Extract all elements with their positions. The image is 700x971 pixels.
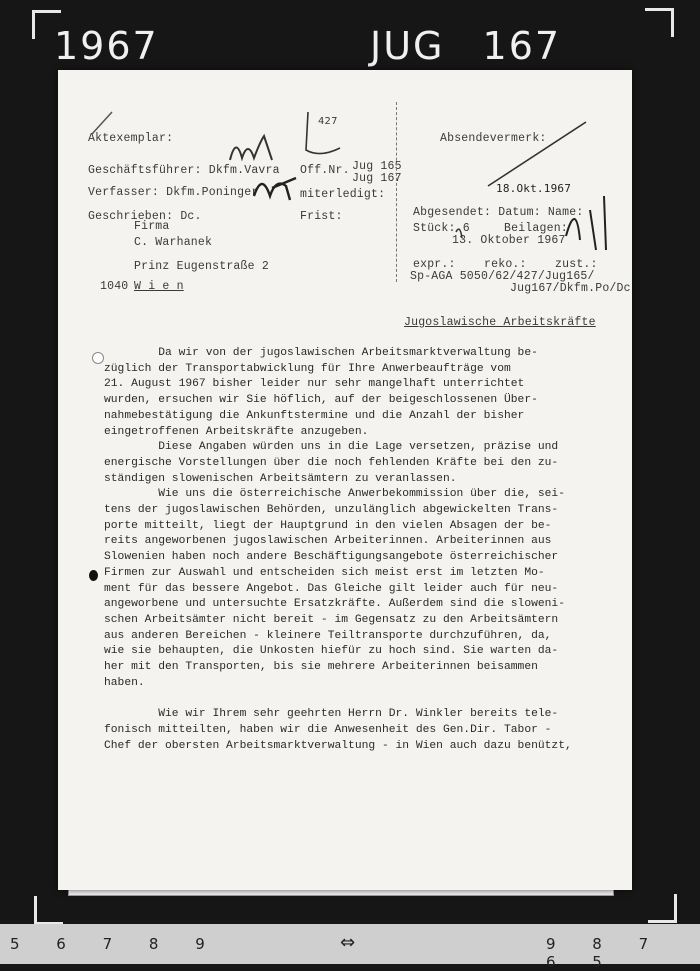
body-line: 21. August 1967 bisher leider nur sehr mangelhaft unterrichtet	[104, 378, 525, 391]
recipient-street: Prinz Eugenstraße 2	[134, 260, 269, 273]
body-line: Firmen zur Auswahl und entscheiden sich meist erst im letzten Mo-	[104, 566, 545, 579]
body-line: porte mitteilt, liegt der Hauptgrund in den vielen Absagen der be-	[104, 519, 552, 532]
body-line: wie sie behaupten, die Unkosten hiefür zu hoch sind. Sie warten da-	[104, 645, 559, 658]
abgesendet-line: Abgesendet: Datum: Name:	[413, 206, 584, 219]
aktexemplar-label: Aktexemplar:	[88, 132, 174, 145]
recipient-name: C. Warhanek	[134, 236, 213, 249]
beilagen-label: Beilagen:	[504, 222, 568, 235]
reference-line-1: Sp-AGA 5050/62/427/Jug165/	[410, 270, 595, 283]
strip-arrow-icon: ⇔	[340, 932, 356, 953]
verfasser-line: Verfasser: Dkfm.Poninger	[88, 186, 259, 199]
handwritten-number: 427	[318, 116, 338, 127]
letter-body	[104, 346, 604, 754]
recipient-firma: Firma	[134, 220, 170, 233]
body-line: wurden, ersuchen wir Sie höflich, auf der beigeschlossenen Über-	[104, 394, 538, 407]
body-line: züglich der Transportabwicklung für Ihre Anwerbeaufträge vom	[104, 362, 511, 375]
body-line: fonisch mitteilten, haben wir die Anwesenheit des Gen.Dir. Tabor -	[104, 723, 552, 736]
strip-numbers-left: 5 6 7 8 9	[10, 935, 221, 953]
body-line: angeworbene und untersuchte Ersatzkräfte. Außerdem sind die sloweni-	[104, 598, 565, 611]
body-line: her mit den Transporten, bis sie mehrere Arbeiterinnen beisammen	[104, 661, 538, 674]
recipient-city: W i e n	[134, 280, 184, 293]
strip-numbers-right: 9 8 7 6 5	[546, 935, 665, 971]
geschaeftsfuehrer-line: Geschäftsführer: Dkfm.Vavra	[88, 164, 280, 177]
body-line: reits angeworbenen jugoslawischen Arbeiterinnen. Arbeiterinnen aus	[104, 535, 552, 548]
body-line: ment für das bessere Angebot. Das Gleiche gilt leider auch für neu-	[104, 582, 559, 595]
film-strip-edge	[0, 924, 700, 971]
frist-label: Frist:	[300, 210, 343, 223]
body-line: Wie wir Ihrem sehr geehrten Herrn Dr. Winkler bereits tele-	[104, 708, 559, 721]
expr-line: expr.: reko.: zust.:	[413, 258, 598, 271]
absendevermerk-label: Absendevermerk:	[440, 132, 547, 145]
body-line: eingetroffenen Arbeitskräfte anzugeben.	[104, 425, 369, 438]
body-line: Wie uns die österreichische Anwerbekommission über die, sei-	[104, 488, 565, 501]
body-line: schen Arbeitsämter nicht bereit - im Gegensatz zu den Arbeitsämtern	[104, 613, 559, 626]
geschrieben-line: Geschrieben: Dc.	[88, 210, 202, 223]
off-nr-label: Off.Nr.	[300, 164, 350, 177]
body-line: nahmebestätigung die Ankunftstermine und die Anzahl der bisher	[104, 409, 525, 422]
header-file-id: JUG 167	[370, 24, 562, 68]
off-nr-1: Jug 165	[352, 160, 402, 173]
header-year: 1967	[54, 24, 159, 68]
body-line: energische Vorstellungen über die noch fehlenden Kräfte bei den zu-	[104, 456, 559, 469]
body-line: tens der jugoslawischen Behörden, unzulänglich abgewickelten Trans-	[104, 504, 559, 517]
body-line	[104, 691, 604, 707]
body-line: Da wir von der jugoslawischen Arbeitsmarktverwaltung be-	[104, 347, 538, 359]
reference-line-2: Jug167/Dkfm.Po/Dc	[510, 282, 631, 295]
body-line: haben.	[104, 676, 145, 689]
stueck-label: Stück: 6	[413, 222, 470, 235]
off-nr-2: Jug 167	[352, 172, 402, 185]
body-line: aus anderen Bereichen - kleinere Teiltransporte durchzuführen, da,	[104, 629, 552, 642]
body-line: Slowenien haben noch andere Beschäftigungsangebote österreichischer	[104, 551, 559, 564]
subject-line: Jugoslawische Arbeitskräfte	[404, 316, 596, 329]
receipt-stamp-date: 18.Okt.1967	[496, 182, 572, 195]
miterledigt-label: miterledigt:	[300, 188, 386, 201]
body-line: ständigen slowenischen Arbeitsämtern zu veranlassen.	[104, 472, 457, 485]
letter-date: 13. Oktober 1967	[452, 234, 566, 247]
recipient-postcode: 1040	[100, 280, 129, 293]
body-line: Chef der obersten Arbeitsmarktverwaltung - in Wien auch dazu benützt,	[104, 739, 572, 752]
body-line: Diese Angaben würden uns in die Lage versetzen, präzise und	[104, 441, 559, 454]
